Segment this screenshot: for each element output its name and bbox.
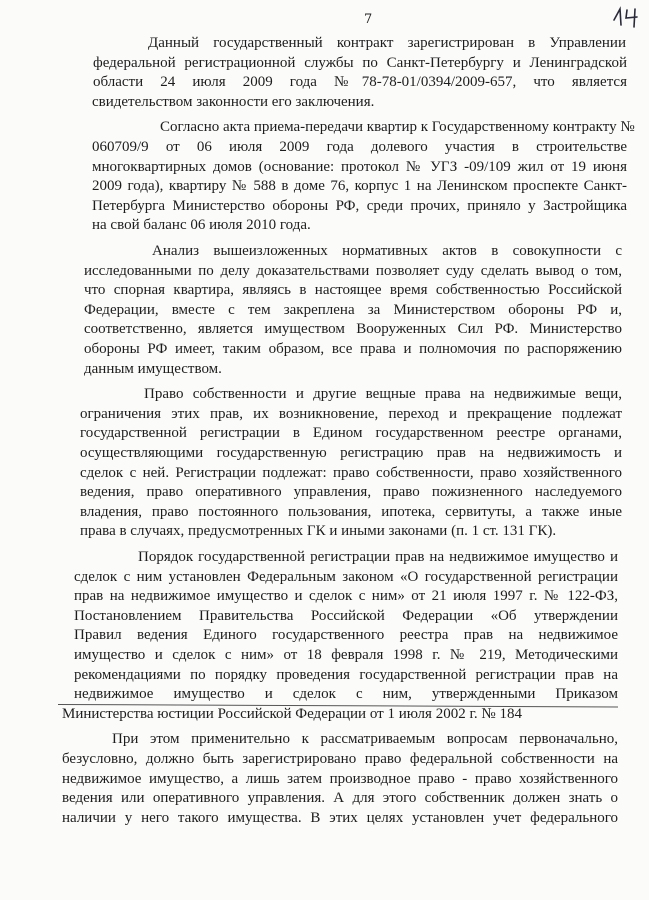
text-line: владения, право постоянного пользования, ипотека, сервитуты, а также иные	[80, 503, 622, 520]
text-line: имущество и сделок с ним» от 18 февраля 1998 г. № 219, Методическими	[74, 647, 618, 663]
text-line: Федерации, вместе с тем закреплена за Министерством обороны РФ и,	[84, 301, 622, 318]
text-line: многоквартирных домов (основание: протокол № УГЗ -09/109 жил от 19 июня	[92, 158, 627, 175]
text-line: осуществляющими государственную регистрацию прав на недвижимость и	[80, 445, 622, 461]
text-line: безусловно, должно быть зарегистрировано право федеральной собственности на	[62, 751, 618, 767]
text-line: Анализ вышеизложенных нормативных актов в совокупности с	[152, 243, 622, 259]
text-line: Порядок государственной регистрации прав на недвижимое имущество и	[138, 549, 618, 565]
text-line: на свой баланс 06 июля 2010 года.	[92, 217, 311, 234]
page-number: 7	[364, 12, 373, 27]
text-line: недвижимое имущество и сделок с ним, утвержденными Приказом	[74, 686, 618, 703]
text-line: соответственно, является имуществом Вооруженных Сил РФ. Министерство	[84, 321, 622, 338]
text-line: исследованными по делу доказательствами позволяет суду сделать вывод о том,	[84, 262, 622, 279]
text-line: сделок с ним установлен Федеральным законом «О государственной регистрации	[74, 568, 618, 585]
text-line: ведения, право оперативного управления, право пожизненного наследуемого	[80, 484, 622, 501]
text-line: ограничения этих прав, их возникновение, переход и прекращение подлежат	[80, 405, 622, 422]
text-line: федеральной регистрационной службы по Санкт-Петербургу и Ленинградской	[93, 54, 627, 71]
text-line: Петербурга Министерство обороны РФ, среди прочих, приняло у Застройщика	[92, 197, 627, 214]
text-line: Министерства юстиции Российской Федерации от 1 июля 2002 г. № 184	[62, 705, 522, 722]
text-line: права в случаях, предусмотренных ГК и иными законами (п. 1 ст. 131 ГК).	[80, 523, 557, 540]
text-line: сделок с ней. Регистрации подлежат: право собственности, право хозяйственного	[80, 464, 622, 481]
text-line: что спорная квартира, являясь в настоящее время собственностью Российской	[84, 282, 622, 299]
text-line: свидетельством законности его заключения.	[92, 93, 375, 110]
text-line: 060709/9 от 06 июля 2009 года долевого участия в строительстве	[92, 139, 627, 155]
text-line: недвижимое имущество, а лишь затем производное право - право хозяйственного	[62, 770, 618, 787]
text-line: ведения или оперативного управления. А для этого собственник должен знать о	[62, 790, 618, 807]
text-line: наличии у него такого имущества. В этих целях установлен учет федерального	[62, 809, 618, 826]
text-line: 2009 года), квартиру № 588 в доме 76, корпус 1 на Ленинском проспекте Санкт-	[92, 178, 627, 195]
text-line: обороны РФ имеет, таким образом, все права и полномочия по распоряжению	[84, 341, 622, 357]
text-line: Право собственности и другие вещные права на недвижимые вещи,	[144, 386, 622, 403]
text-line: Данный государственный контракт зарегистрирован в Управлении	[148, 35, 626, 51]
text-line: государственной регистрации в Едином государственном реестре органами,	[80, 425, 622, 442]
text-line: При этом применительно к рассматриваемым вопросам первоначально,	[112, 731, 618, 748]
text-line: Правил ведения Единого государственного реестра прав на недвижимое	[74, 627, 618, 644]
text-line: прав на недвижимое имущество и сделок с ним» от 21 июля 1997 г. № 122-ФЗ,	[74, 588, 618, 605]
text-line: данным имуществом.	[84, 360, 222, 377]
handwritten-page-mark	[610, 6, 644, 28]
text-line: Постановлением Правительства Российской Федерации «Об утверждении	[74, 607, 618, 624]
text-line: Согласно акта приема-передачи квартир к Государственному контракту №	[160, 119, 635, 136]
text-line: рекомендациями по порядку проведения государственной регистрации прав на	[74, 666, 618, 683]
text-line: области 24 июля 2009 года №78-78-01/0394/2009-657, что является	[93, 74, 627, 91]
